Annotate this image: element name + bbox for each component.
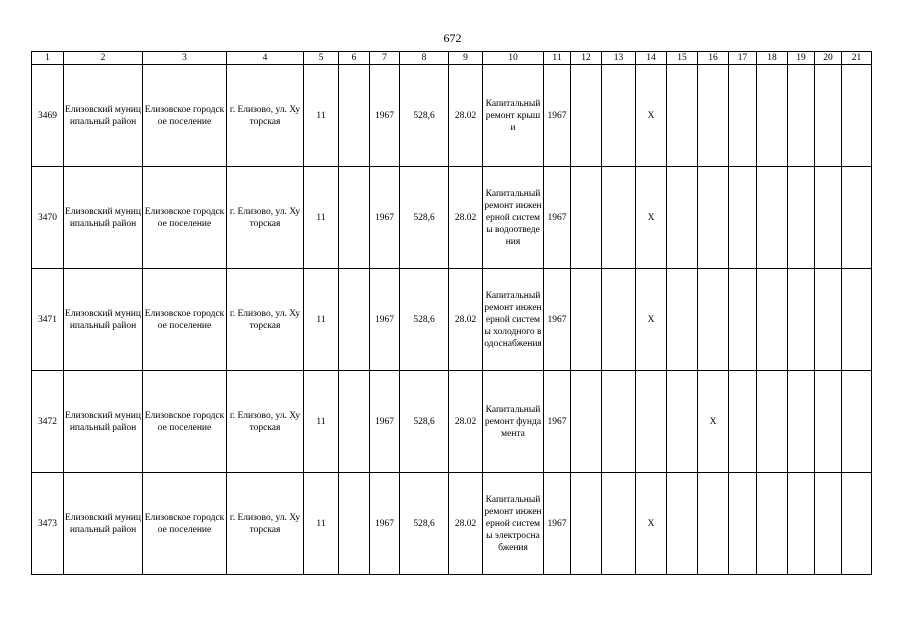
work-type-cell: Капитальный ремонт инженерной системы водоотведения — [483, 167, 544, 269]
year-cell: 1967 — [544, 371, 571, 473]
cell-col18 — [757, 269, 788, 371]
cell-col19 — [788, 473, 815, 575]
cell-col20 — [815, 269, 842, 371]
cell-col21 — [842, 473, 872, 575]
column-number: 12 — [571, 52, 602, 65]
column-number: 9 — [449, 52, 483, 65]
row-id: 3472 — [32, 371, 64, 473]
address-cell: г. Елизово, ул. Хуторская — [227, 65, 304, 167]
mark-cell-col14: X — [636, 269, 667, 371]
cell-col20 — [815, 167, 842, 269]
address-cell: г. Елизово, ул. Хуторская — [227, 371, 304, 473]
column-number: 5 — [304, 52, 339, 65]
table-row — [32, 167, 872, 269]
cell-col17 — [729, 371, 757, 473]
work-type-cell: Капитальный ремонт инженерной системы холодного водоснабжения — [483, 269, 544, 371]
cell-col13 — [602, 65, 636, 167]
cell-col6 — [339, 371, 370, 473]
year-built-cell: 1967 — [370, 371, 400, 473]
mark-cell-col16: X — [698, 371, 729, 473]
cell-col19 — [788, 371, 815, 473]
cell-col21 — [842, 269, 872, 371]
column-number: 4 — [227, 52, 304, 65]
address-cell: г. Елизово, ул. Хуторская — [227, 473, 304, 575]
column-number: 11 — [544, 52, 571, 65]
rate-cell: 28.02 — [449, 65, 483, 167]
column-number: 6 — [339, 52, 370, 65]
cell-col20 — [815, 371, 842, 473]
mark-cell-col16 — [698, 65, 729, 167]
rate-cell: 28.02 — [449, 269, 483, 371]
cell-col12 — [571, 473, 602, 575]
row-id: 3469 — [32, 65, 64, 167]
cell-col21 — [842, 371, 872, 473]
table-row — [32, 473, 872, 575]
cell-col6 — [339, 65, 370, 167]
column-number: 19 — [788, 52, 815, 65]
column-number: 21 — [842, 52, 872, 65]
cell-col19 — [788, 167, 815, 269]
column-number: 15 — [667, 52, 698, 65]
cell-col13 — [602, 269, 636, 371]
settlement-cell: Елизовское городское поселение — [143, 65, 227, 167]
year-built-cell: 1967 — [370, 65, 400, 167]
address-cell: г. Елизово, ул. Хуторская — [227, 269, 304, 371]
district-cell: Елизовский муниципальный район — [64, 167, 143, 269]
column-number: 20 — [815, 52, 842, 65]
cell-col21 — [842, 167, 872, 269]
cell-col12 — [571, 269, 602, 371]
year-built-cell: 1967 — [370, 473, 400, 575]
settlement-cell: Елизовское городское поселение — [143, 167, 227, 269]
mark-cell-col16 — [698, 473, 729, 575]
work-type-cell: Капитальный ремонт фундамента — [483, 371, 544, 473]
cell-col13 — [602, 473, 636, 575]
cell-col17 — [729, 473, 757, 575]
column-number-row — [32, 52, 872, 65]
district-cell: Елизовский муниципальный район — [64, 65, 143, 167]
cell-col13 — [602, 167, 636, 269]
house-number-cell: 11 — [304, 371, 339, 473]
rate-cell: 28.02 — [449, 371, 483, 473]
column-number: 7 — [370, 52, 400, 65]
mark-cell-col16 — [698, 167, 729, 269]
page-number: 672 — [443, 31, 462, 45]
work-type-cell: Капитальный ремонт крыши — [483, 65, 544, 167]
cell-col17 — [729, 167, 757, 269]
cell-col15 — [667, 65, 698, 167]
house-number-cell: 11 — [304, 167, 339, 269]
mark-cell-col14: X — [636, 167, 667, 269]
district-cell: Елизовский муниципальный район — [64, 269, 143, 371]
cell-col18 — [757, 65, 788, 167]
district-cell: Елизовский муниципальный район — [64, 473, 143, 575]
mark-cell-col14 — [636, 371, 667, 473]
year-cell: 1967 — [544, 473, 571, 575]
cell-col6 — [339, 269, 370, 371]
column-number: 8 — [400, 52, 449, 65]
mark-cell-col14: X — [636, 65, 667, 167]
rate-cell: 28.02 — [449, 167, 483, 269]
cell-col13 — [602, 371, 636, 473]
cell-col20 — [815, 65, 842, 167]
cell-col17 — [729, 269, 757, 371]
column-number: 13 — [602, 52, 636, 65]
year-cell: 1967 — [544, 269, 571, 371]
cell-col19 — [788, 65, 815, 167]
table-row — [32, 371, 872, 473]
cell-col6 — [339, 473, 370, 575]
column-number: 14 — [636, 52, 667, 65]
row-id: 3473 — [32, 473, 64, 575]
cell-col18 — [757, 371, 788, 473]
column-number: 17 — [729, 52, 757, 65]
area-cell: 528,6 — [400, 473, 449, 575]
register-table — [31, 51, 872, 575]
cell-col12 — [571, 65, 602, 167]
cell-col18 — [757, 473, 788, 575]
column-number: 16 — [698, 52, 729, 65]
settlement-cell: Елизовское городское поселение — [143, 371, 227, 473]
year-built-cell: 1967 — [370, 167, 400, 269]
cell-col21 — [842, 65, 872, 167]
table-row — [32, 65, 872, 167]
mark-cell-col16 — [698, 269, 729, 371]
cell-col12 — [571, 167, 602, 269]
year-cell: 1967 — [544, 65, 571, 167]
column-number: 18 — [757, 52, 788, 65]
cell-col15 — [667, 269, 698, 371]
area-cell: 528,6 — [400, 65, 449, 167]
cell-col18 — [757, 167, 788, 269]
year-built-cell: 1967 — [370, 269, 400, 371]
address-cell: г. Елизово, ул. Хуторская — [227, 167, 304, 269]
cell-col20 — [815, 473, 842, 575]
house-number-cell: 11 — [304, 65, 339, 167]
area-cell: 528,6 — [400, 167, 449, 269]
house-number-cell: 11 — [304, 473, 339, 575]
area-cell: 528,6 — [400, 371, 449, 473]
cell-col12 — [571, 371, 602, 473]
work-type-cell: Капитальный ремонт инженерной системы электроснабжения — [483, 473, 544, 575]
column-number: 2 — [64, 52, 143, 65]
table-row — [32, 269, 872, 371]
cell-col15 — [667, 371, 698, 473]
row-id: 3470 — [32, 167, 64, 269]
cell-col19 — [788, 269, 815, 371]
settlement-cell: Елизовское городское поселение — [143, 269, 227, 371]
rate-cell: 28.02 — [449, 473, 483, 575]
cell-col17 — [729, 65, 757, 167]
column-number: 10 — [483, 52, 544, 65]
column-number: 3 — [143, 52, 227, 65]
mark-cell-col14: X — [636, 473, 667, 575]
column-number: 1 — [32, 52, 64, 65]
district-cell: Елизовский муниципальный район — [64, 371, 143, 473]
cell-col15 — [667, 167, 698, 269]
area-cell: 528,6 — [400, 269, 449, 371]
house-number-cell: 11 — [304, 269, 339, 371]
settlement-cell: Елизовское городское поселение — [143, 473, 227, 575]
row-id: 3471 — [32, 269, 64, 371]
year-cell: 1967 — [544, 167, 571, 269]
cell-col6 — [339, 167, 370, 269]
cell-col15 — [667, 473, 698, 575]
